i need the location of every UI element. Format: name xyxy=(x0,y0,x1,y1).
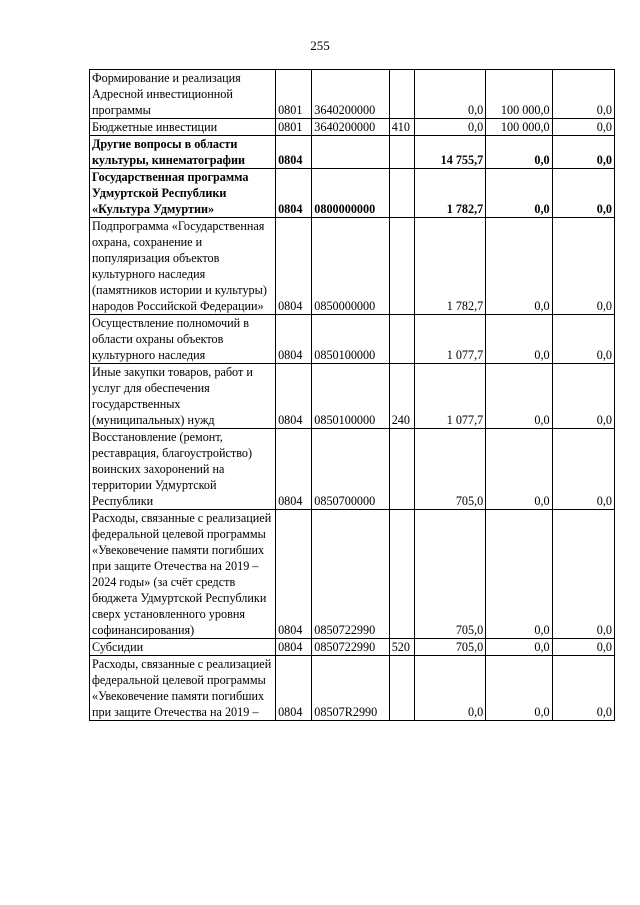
row-sum-2: 0,0 xyxy=(486,218,552,315)
row-sum-3: 0,0 xyxy=(552,169,614,218)
table-row xyxy=(90,639,615,656)
row-name: Государственная программа Удмуртской Республики «Культура Удмуртии» xyxy=(90,169,276,218)
row-target: 0800000000 xyxy=(312,169,389,218)
row-name: Формирование и реализация Адресной инвестиционной программы xyxy=(90,70,276,119)
row-name: Бюджетные инвестиции xyxy=(90,119,276,136)
row-target: 0850000000 xyxy=(312,218,389,315)
row-target: 3640200000 xyxy=(312,70,389,119)
row-name: Восстановление (ремонт, реставрация, благоустройство) воинских захоронений на территории Удмуртской Республики xyxy=(90,429,276,510)
row-section: 0804 xyxy=(276,169,312,218)
row-sum-3: 0,0 xyxy=(552,364,614,429)
row-section: 0804 xyxy=(276,136,312,169)
row-sum-3: 0,0 xyxy=(552,70,614,119)
table-row xyxy=(90,136,615,169)
row-sum-1: 0,0 xyxy=(414,119,485,136)
table-row xyxy=(90,429,615,510)
table-row xyxy=(90,510,615,639)
table-row xyxy=(90,70,615,119)
row-section: 0801 xyxy=(276,70,312,119)
row-section: 0804 xyxy=(276,315,312,364)
row-target: 0850100000 xyxy=(312,315,389,364)
row-sum-1: 1 077,7 xyxy=(414,364,485,429)
row-type xyxy=(389,218,414,315)
table-row xyxy=(90,218,615,315)
row-type: 520 xyxy=(389,639,414,656)
row-section: 0804 xyxy=(276,639,312,656)
row-target: 0850100000 xyxy=(312,364,389,429)
row-sum-3: 0,0 xyxy=(552,119,614,136)
row-sum-3: 0,0 xyxy=(552,656,614,721)
table-row xyxy=(90,656,615,721)
row-sum-3: 0,0 xyxy=(552,136,614,169)
table-row xyxy=(90,119,615,136)
row-sum-2: 0,0 xyxy=(486,510,552,639)
row-type xyxy=(389,136,414,169)
row-name: Подпрограмма «Государственная охрана, сохранение и популяризация объектов культурного наследия (памятников истории и культуры) народов Российской Федерации» xyxy=(90,218,276,315)
row-sum-1: 0,0 xyxy=(414,70,485,119)
row-sum-2: 0,0 xyxy=(486,136,552,169)
row-sum-3: 0,0 xyxy=(552,510,614,639)
row-name: Осуществление полномочий в области охраны объектов культурного наследия xyxy=(90,315,276,364)
row-sum-2: 0,0 xyxy=(486,656,552,721)
row-type xyxy=(389,510,414,639)
row-sum-1: 705,0 xyxy=(414,429,485,510)
row-sum-2: 0,0 xyxy=(486,169,552,218)
table-row xyxy=(90,169,615,218)
row-type xyxy=(389,315,414,364)
row-section: 0804 xyxy=(276,656,312,721)
row-sum-3: 0,0 xyxy=(552,429,614,510)
row-target xyxy=(312,136,389,169)
row-type xyxy=(389,656,414,721)
row-type: 410 xyxy=(389,119,414,136)
page-number: 255 xyxy=(310,38,330,53)
row-type xyxy=(389,169,414,218)
row-section: 0801 xyxy=(276,119,312,136)
row-sum-1: 1 782,7 xyxy=(414,169,485,218)
row-type xyxy=(389,429,414,510)
row-sum-2: 100 000,0 xyxy=(486,70,552,119)
row-name: Расходы, связанные с реализацией федеральной целевой программы «Увековечение памяти погибших при защите Отечества на 2019 – 2024 годы» (за счёт средств бюджета Удмуртской Республики сверх установленного уровня софинансирования) xyxy=(90,510,276,639)
row-sum-2: 0,0 xyxy=(486,364,552,429)
row-sum-1: 0,0 xyxy=(414,656,485,721)
row-name: Иные закупки товаров, работ и услуг для обеспечения государственных (муниципальных) нужд xyxy=(90,364,276,429)
row-sum-1: 14 755,7 xyxy=(414,136,485,169)
row-target: 0850722990 xyxy=(312,639,389,656)
row-sum-3: 0,0 xyxy=(552,315,614,364)
row-target: 0850722990 xyxy=(312,510,389,639)
row-section: 0804 xyxy=(276,218,312,315)
row-name: Расходы, связанные с реализацией федеральной целевой программы «Увековечение памяти погибших при защите Отечества на 2019 – xyxy=(90,656,276,721)
table-row xyxy=(90,364,615,429)
row-sum-1: 705,0 xyxy=(414,510,485,639)
row-type xyxy=(389,70,414,119)
row-target: 08507R2990 xyxy=(312,656,389,721)
row-section: 0804 xyxy=(276,364,312,429)
row-section: 0804 xyxy=(276,510,312,639)
row-type: 240 xyxy=(389,364,414,429)
budget-table-body xyxy=(90,70,615,721)
budget-table xyxy=(89,69,615,721)
row-sum-3: 0,0 xyxy=(552,639,614,656)
row-name: Субсидии xyxy=(90,639,276,656)
row-sum-2: 0,0 xyxy=(486,639,552,656)
row-sum-2: 100 000,0 xyxy=(486,119,552,136)
row-sum-1: 705,0 xyxy=(414,639,485,656)
row-sum-3: 0,0 xyxy=(552,218,614,315)
row-sum-1: 1 782,7 xyxy=(414,218,485,315)
row-sum-1: 1 077,7 xyxy=(414,315,485,364)
row-section: 0804 xyxy=(276,429,312,510)
row-name: Другие вопросы в области культуры, кинематографии xyxy=(90,136,276,169)
row-sum-2: 0,0 xyxy=(486,429,552,510)
table-row xyxy=(90,315,615,364)
row-sum-2: 0,0 xyxy=(486,315,552,364)
row-target: 3640200000 xyxy=(312,119,389,136)
row-target: 0850700000 xyxy=(312,429,389,510)
